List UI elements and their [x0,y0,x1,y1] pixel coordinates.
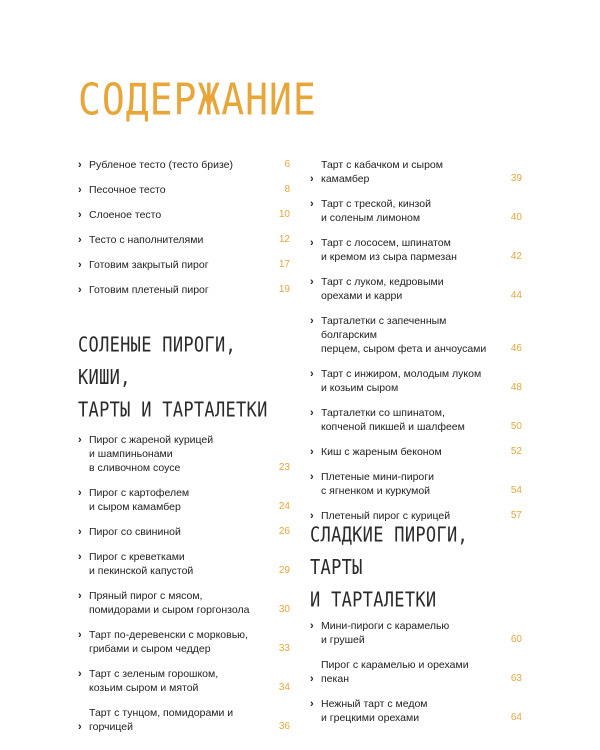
toc-list-tarts [310,158,522,523]
toc-entry[interactable] [78,208,290,222]
toc-entry[interactable] [310,367,522,395]
toc-entry-page: 63 [510,673,522,684]
toc-entry-line: и грецкими орехами [321,712,420,724]
toc-entry-title [310,158,502,186]
toc-entry-title [310,236,502,264]
toc-entry-page: 52 [510,446,522,457]
toc-entry[interactable] [310,197,522,225]
toc-entry-page: 39 [510,173,522,184]
toc-entry[interactable] [78,628,290,656]
chevron-right-icon: › [78,209,82,221]
toc-entry-line: Готовим закрытый пирог [89,259,209,271]
toc-entry-line: Нежный тарт с медом [321,698,428,710]
chevron-right-icon: › [310,673,314,685]
toc-entry-title [78,208,270,222]
toc-entry-line: Рубленое тесто (тесто бризе) [89,159,233,171]
toc-entry-title [78,158,270,172]
chevron-right-icon: › [78,184,82,196]
toc-entry-page: 48 [510,382,522,393]
chevron-right-icon: › [78,487,82,499]
toc-entry-page: 17 [278,259,290,270]
toc-entry-page: 36 [278,721,290,732]
chevron-right-icon: › [310,173,314,185]
chevron-right-icon: › [78,159,82,171]
toc-entry-line: и козьим сыром [321,382,399,394]
toc-entry-line: и шампиньонами [89,448,173,460]
chevron-right-icon: › [310,315,314,327]
toc-entry[interactable] [78,158,290,172]
toc-entry-page: 23 [278,462,290,473]
toc-entry[interactable] [310,314,522,356]
chevron-right-icon: › [78,551,82,563]
toc-entry-title [310,197,502,225]
section-heading-line: ТАРТЫ И ТАРТАЛЕТКИ [78,398,268,423]
toc-entry-title [310,367,502,395]
toc-entry-line: и пекинской капустой [89,565,194,577]
toc-entry-line: Тарт с тунцом, помидорами и горчицей [89,707,234,733]
toc-entry-title [78,667,270,695]
toc-entry-title [310,275,502,303]
toc-entry-title [78,589,270,617]
toc-entry[interactable] [78,589,290,617]
toc-entry[interactable] [78,667,290,695]
toc-entry-page: 64 [510,712,522,723]
toc-entry-line: Тарт с зеленым горошком, [89,668,219,680]
toc-entry[interactable] [78,258,290,272]
toc-entry-title [310,406,502,434]
toc-entry-line: Плетеные мини-пироги [321,471,434,483]
section-sweet [310,520,522,736]
toc-entry[interactable] [78,283,290,297]
chevron-right-icon: › [310,276,314,288]
chevron-right-icon: › [310,510,314,522]
toc-list-sweet [310,619,522,725]
chevron-right-icon: › [310,407,314,419]
toc-entry-page: 60 [510,634,522,645]
section-heading-line: И ТАРТАЛЕТКИ [310,588,437,613]
section-savory [78,330,290,745]
toc-entry[interactable] [310,406,522,434]
toc-column-right [310,158,522,534]
toc-entry-page: 44 [510,290,522,301]
toc-entry-line: Тарталетки со шпинатом, [321,407,445,419]
toc-entry-title [78,706,270,734]
toc-entry[interactable] [310,445,522,459]
toc-entry-title [78,258,270,272]
toc-entry-page: 24 [278,501,290,512]
toc-entry[interactable] [78,550,290,578]
toc-entry-page: 6 [284,159,290,170]
toc-entry-line: Слоеное тесто [89,209,162,221]
toc-entry-page: 30 [278,604,290,615]
toc-list-basics [78,158,290,297]
toc-entry-line: Тарталетки с запеченным болгарским [321,315,447,341]
chevron-right-icon: › [78,721,82,733]
toc-entry[interactable] [310,158,522,186]
toc-entry-line: помидорами и сыром горгонзола [89,604,250,616]
section-heading-savory [78,330,290,427]
toc-entry-line: и кремом из сыра пармезан [321,251,457,263]
toc-entry-line: Тарт с инжиром, молодым луком [321,368,482,380]
toc-entry-page: 42 [510,251,522,262]
toc-entry[interactable] [78,233,290,247]
toc-entry-line: Пряный пирог с мясом, [89,590,203,602]
toc-entry-page: 50 [510,421,522,432]
toc-entry-line: Тарт по-деревенски с морковью, [89,629,248,641]
toc-entry-page: 40 [510,212,522,223]
toc-entry-title [78,525,270,539]
toc-entry-title [78,486,270,514]
toc-entry-line: Готовим плетеный пирог [89,284,209,296]
toc-entry-line: в сливочном соусе [89,462,181,474]
toc-entry-line: и сыром камамбер [89,501,181,513]
chevron-right-icon: › [310,368,314,380]
chevron-right-icon: › [78,629,82,641]
toc-entry[interactable] [310,658,522,686]
toc-entry-page: 57 [510,510,522,521]
toc-entry-line: Пирог с карамелью и орехами пекан [321,659,469,685]
toc-entry-page: 29 [278,565,290,576]
toc-entry[interactable] [78,525,290,539]
toc-entry-page: 33 [278,643,290,654]
toc-entry-page: 8 [284,184,290,195]
toc-entry-line: козьим сыром и мятой [89,682,199,694]
toc-entry[interactable] [310,697,522,725]
toc-entry-line: Тесто с наполнителями [89,234,204,246]
toc-entry-title [310,445,502,459]
chevron-right-icon: › [310,620,314,632]
toc-entry-title [310,619,502,647]
toc-entry-title [78,183,270,197]
toc-entry-title [78,233,270,247]
toc-entry-line: Плетеный пирог с курицей [321,510,451,522]
toc-entry-line: Пирог со свининой [89,526,181,538]
chevron-right-icon: › [310,198,314,210]
toc-entry-line: Тарт с кабачком и сыром камамбер [321,159,443,185]
toc-entry[interactable] [78,486,290,514]
section-heading-line: СЛАДКИЕ ПИРОГИ, ТАРТЫ [310,523,469,580]
toc-entry-title [78,550,270,578]
toc-entry-line: Пирог с креветками [89,551,185,563]
chevron-right-icon: › [78,590,82,602]
toc-entry[interactable] [310,275,522,303]
toc-entry-title [78,628,270,656]
toc-entry-page: 26 [278,526,290,537]
toc-list-savory [78,433,290,734]
chevron-right-icon: › [78,526,82,538]
toc-entry-title [310,470,502,498]
toc-entry[interactable] [78,183,290,197]
toc-entry-page: 54 [510,485,522,496]
chevron-right-icon: › [78,234,82,246]
toc-entry-line: и соленым лимоном [321,212,421,224]
chevron-right-icon: › [310,446,314,458]
page-title: СОДЕРЖАНИЕ [78,74,317,125]
chevron-right-icon: › [78,668,82,680]
toc-entry-line: копченой пикшей и шалфеем [321,421,465,433]
chevron-right-icon: › [78,434,82,446]
chevron-right-icon: › [310,237,314,249]
toc-entry-line: Киш с жареным беконом [321,446,442,458]
chevron-right-icon: › [310,471,314,483]
toc-entry[interactable] [310,619,522,647]
chevron-right-icon: › [310,698,314,710]
toc-entry-line: Пирог с жареной курицей [89,434,214,446]
toc-entry-line: Пирог с картофелем [89,487,190,499]
toc-entry-line: Тарт с луком, кедровыми [321,276,444,288]
toc-entry-line: Тарт с треской, кинзой [321,198,431,210]
toc-entry-page: 19 [278,284,290,295]
toc-entry-page: 46 [510,343,522,354]
toc-entry-page: 34 [278,682,290,693]
toc-entry-page: 12 [278,234,290,245]
toc-entry-title [310,697,502,725]
toc-entry[interactable] [310,470,522,498]
toc-entry-line: перцем, сыром фета и анчоусами [321,343,487,355]
toc-entry-line: с ягненком и куркумой [321,485,431,497]
toc-entry-line: орехами и карри [321,290,403,302]
toc-entry-title [310,314,502,356]
toc-entry-line: Мини-пироги с карамелью [321,620,450,632]
section-heading-sweet [310,520,522,617]
section-heading-line: СОЛЕНЫЕ ПИРОГИ, КИШИ, [78,333,237,390]
chevron-right-icon: › [78,284,82,296]
toc-entry[interactable] [78,706,290,734]
toc-entry-title [78,283,270,297]
toc-entry-line: и грушей [321,634,365,646]
toc-entry[interactable] [78,433,290,475]
toc-entry-line: грибами и сыром чеддер [89,643,211,655]
toc-entry-line: Песочное тесто [89,184,166,196]
toc-entry-title [78,433,270,475]
toc-entry-title [310,658,502,686]
toc-entry[interactable] [310,236,522,264]
toc-entry-line: Тарт с лососем, шпинатом [321,237,451,249]
chevron-right-icon: › [78,259,82,271]
toc-entry-page: 10 [278,209,290,220]
toc-column-left [78,158,290,308]
